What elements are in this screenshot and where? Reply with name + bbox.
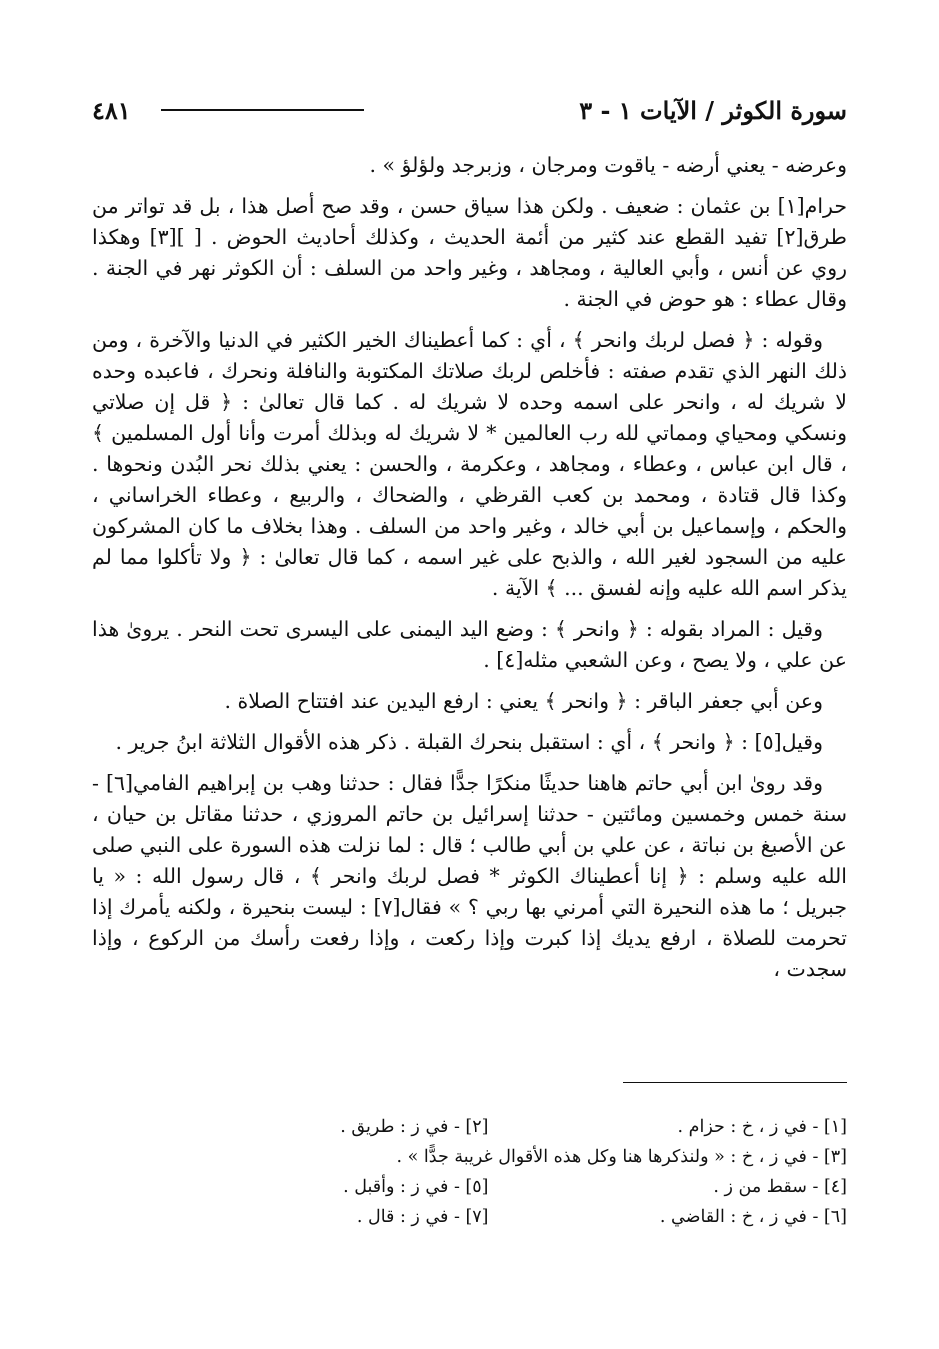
paragraph: وعرضه - يعني أرضه - ياقوت ومرجان ، وزبرجد ولؤلؤ » . [369, 153, 847, 177]
paragraph: حرام[١] بن عثمان : ضعيف . ولكن هذا سياق حسن ، وقد صح أصل هذا ، بل قد تواتر من طرق[٢] تفيد القطع عند كثير من أئمة الحديث ، وكذلك أحاديث الحوض . [ ][٣] وهكذا روي عن أنس ، وأبي العالية ، ومجاهد ، وغير واحد من السلف : أن الكوثر نهر في الجنة . وقال عطاء : هو حوض في الجنة . [92, 194, 847, 311]
footnote: [٦] - في ز ، خ : القاضي . [659, 1207, 847, 1227]
paragraph: وقيل : المراد بقوله : ﴿ وانحر ﴾ : وضع اليد اليمنى على اليسرى تحت النحر . يروىٰ هذا عن علي ، ولا يصح ، وعن الشعبي مثله[٤] . [92, 617, 847, 672]
footnotes [130, 1112, 847, 1232]
main-text [92, 150, 847, 995]
footnote: [٧] - في ز : قال . [356, 1207, 489, 1227]
paragraph: وقوله : ﴿ فصل لربك وانحر ﴾ ، أي : كما أعطيناك الخير الكثير في الدنيا والآخرة ، ومن ذلك النهر الذي تقدم صفته : فأخلص لربك صلاتك المكتوبة والنافلة ونحرك ، فاعبده وحده لا شريك له ، وانحر على اسمه وحده لا شريك له . كما قال تعالىٰ : ﴿ قل إن صلاتي ونسكي ومحياي ومماتي لله رب العالمين * لا شريك له وبذلك أمرت وأنا أول المسلمين ﴾ ، قال ابن عباس ، وعطاء ، ومجاهد ، وعكرمة ، والحسن : يعني بذلك نحر البُدن ونحوها . وكذا قال قتادة ، ومحمد بن كعب القرظي ، والضحاك ، والربيع ، وعطاء الخراساني ، والحكم ، وإسماعيل بن أبي خالد ، وغير واحد من السلف . وهذا بخلاف ما كان المشركون عليه من السجود لغير الله ، والذبح على غير اسمه ، كما قال تعالىٰ : ﴿ ولا تأكلوا مما لم يذكر اسم الله عليه وإنه لفسق ... ﴾ الآية . [92, 328, 847, 600]
page-header [92, 92, 847, 128]
paragraph: وقد روىٰ ابن أبي حاتم هاهنا حديثًا منكرًا جدًّا فقال : حدثنا وهب بن إبراهيم الفامي[٦] - سنة خمس وخمسين ومائتين - حدثنا إسرائيل بن حاتم المروزي ، حدثنا مقاتل بن حيان ، عن الأصبغ بن نباتة ، عن علي بن أبي طالب ؛ قال : لما نزلت هذه السورة على النبي صلى الله عليه وسلم : ﴿ إنا أعطيناك الكوثر * فصل لربك وانحر ﴾ ، قال رسول الله : « يا جبريل ؛ ما هذه النحيرة التي أمرني بها ربي ؟ » فقال[٧] : ليست بنحيرة ، ولكنه يأمرك إذا تحرمت للصلاة ، ارفع يديك إذا كبرت وإذا ركعت ، وإذا رفعت رأسك من الركوع ، وإذا سجدت ، [92, 771, 847, 981]
footnote: [٣] - في ز ، خ : « ولنذكرها هنا وكل هذه الأقوال غريبة جدًّا » . [396, 1147, 847, 1167]
running-title: سورة الكوثر / الآيات ١ - ٣ [579, 95, 848, 125]
header-rule [161, 109, 364, 111]
footnote: [٤] - سقط من ز . [713, 1177, 847, 1197]
footnote: [١] - في ز ، خ : حزام . [677, 1117, 847, 1137]
footnote: [٥] - في ز : وأقبل . [343, 1177, 489, 1197]
footnote-separator [623, 1082, 847, 1083]
footnote: [٢] - في ز : طريق . [340, 1117, 489, 1137]
paragraph: وقيل[٥] : ﴿ وانحر ﴾ ، أي : استقبل بنحرك القبلة . ذكر هذه الأقوال الثلاثة ابنُ جرير . [115, 730, 823, 754]
page-number: ٤٨١ [92, 95, 131, 125]
paragraph: وعن أبي جعفر الباقر : ﴿ وانحر ﴾ يعني : ارفع اليدين عند افتتاح الصلاة . [224, 689, 823, 713]
